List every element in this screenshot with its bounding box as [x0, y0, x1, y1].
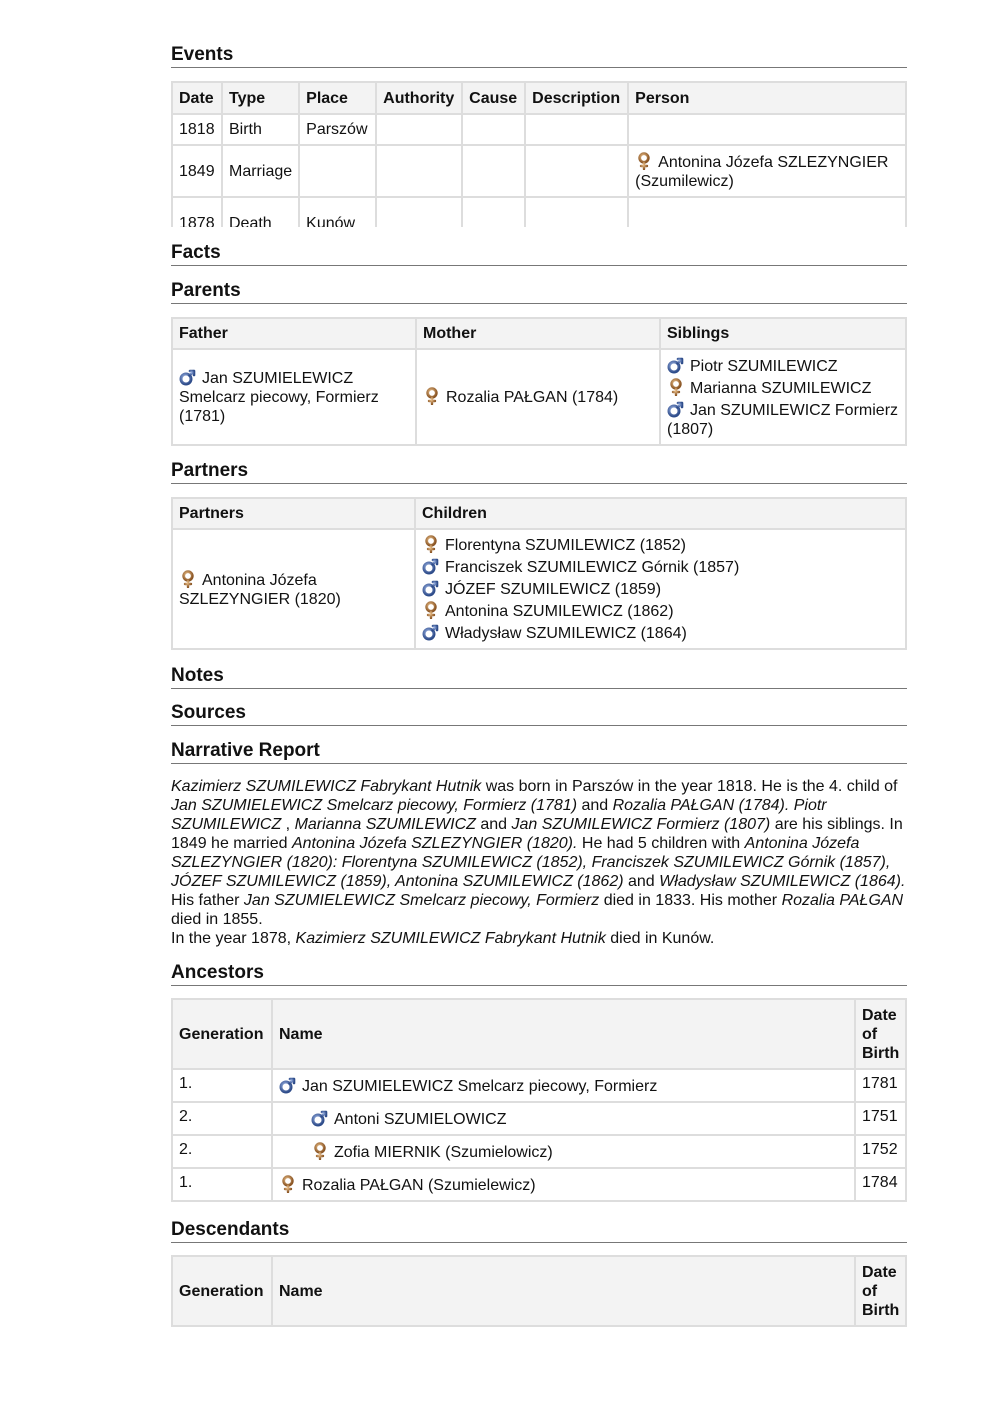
male-icon	[311, 1109, 329, 1127]
col-date: Date	[172, 82, 222, 114]
child-link[interactable]: Franciszek SZUMILEWICZ Górnik (1857)	[445, 559, 740, 576]
subject-name: Kazimierz SZUMILEWICZ Fabrykant Hutnik	[171, 778, 482, 795]
event-date: 1849	[172, 145, 222, 197]
event-type: Birth	[222, 114, 299, 145]
birth-cell: 1751	[855, 1102, 906, 1135]
narrative-name: Kazimierz SZUMILEWICZ Fabrykant Hutnik	[295, 930, 606, 947]
birth-cell: 1752	[855, 1135, 906, 1168]
sources-heading: Sources	[171, 702, 907, 726]
col-type: Type	[222, 82, 299, 114]
male-icon	[422, 579, 440, 597]
siblings-cell	[660, 349, 906, 445]
partner-link[interactable]: Antonina Józefa SZLEZYNGIER (1820)	[179, 571, 341, 608]
event-authority	[376, 114, 462, 145]
name-cell	[272, 1102, 855, 1135]
mother-link[interactable]: Rozalia PAŁGAN (1784)	[446, 389, 619, 406]
narrative-span: His father	[171, 892, 244, 909]
narrative-name: Antonina Józefa SZLEZYNGIER (1820).	[291, 835, 578, 852]
narrative-span: and	[577, 797, 613, 814]
event-authority	[376, 145, 462, 197]
narrative-span: and	[475, 816, 512, 833]
child-link[interactable]: Antonina SZUMILEWICZ (1862)	[445, 603, 674, 620]
father-link[interactable]: Jan SZUMIELEWICZ Smelcarz piecowy, Formierz (1781)	[179, 370, 379, 425]
table-row	[172, 1102, 906, 1135]
female-icon	[635, 152, 653, 170]
partners-heading: Partners	[171, 460, 907, 484]
event-date: 1818	[172, 114, 222, 145]
parents-heading: Parents	[171, 280, 907, 304]
event-description	[525, 197, 628, 227]
notes-heading: Notes	[171, 665, 907, 689]
birth-header-text: Date of Birth	[862, 1263, 900, 1319]
event-type: Death	[222, 197, 299, 227]
birth-header-text: Date of Birth	[862, 1006, 900, 1062]
col-birth	[855, 1256, 906, 1326]
child-link[interactable]: Florentyna SZUMILEWICZ (1852)	[445, 537, 686, 554]
event-date: 1878	[172, 197, 222, 227]
narrative-name: Rozalia PAŁGAN	[781, 892, 904, 909]
facts-heading: Facts	[171, 242, 907, 266]
col-siblings: Siblings	[660, 318, 906, 349]
event-cause	[462, 114, 525, 145]
female-icon	[279, 1175, 297, 1193]
mother-cell	[416, 349, 660, 445]
col-name: Name	[272, 1256, 855, 1326]
female-icon	[422, 535, 440, 553]
generation-cell: 2.	[172, 1135, 272, 1168]
event-place: Kunów	[299, 197, 376, 227]
ancestor-link[interactable]: Zofia MIERNIK (Szumielowicz)	[334, 1143, 553, 1161]
parents-table	[171, 317, 907, 446]
ancestor-link[interactable]: Antoni SZUMIELOWICZ	[334, 1110, 507, 1128]
event-place	[299, 145, 376, 197]
event-person-cell	[628, 145, 906, 197]
col-generation: Generation	[172, 999, 272, 1069]
sibling-link[interactable]: Marianna SZUMILEWICZ	[690, 379, 872, 397]
narrative-text	[171, 777, 907, 948]
male-icon	[279, 1076, 297, 1094]
events-heading: Events	[171, 44, 907, 68]
male-icon	[179, 368, 197, 386]
col-place: Place	[299, 82, 376, 114]
narrative-span: was born in Parszów in the year 1818. He is the 4. child of	[481, 778, 898, 795]
event-description	[525, 114, 628, 145]
narrative-span: are his siblings. In 1849 he married	[171, 816, 903, 852]
ancestors-heading: Ancestors	[171, 962, 907, 986]
child-link[interactable]: JÓZEF SZUMILEWICZ (1859)	[445, 581, 662, 598]
narrative-name: Jan SZUMILEWICZ Formierz (1807)	[511, 816, 771, 833]
descendants-heading: Descendants	[171, 1219, 907, 1243]
generation-cell: 1.	[172, 1069, 272, 1102]
male-icon	[422, 623, 440, 641]
children-cell	[415, 529, 906, 649]
table-row	[172, 197, 906, 227]
sibling-link[interactable]: Piotr SZUMILEWICZ	[690, 357, 838, 375]
generation-cell: 1.	[172, 1168, 272, 1201]
descendants-table	[171, 1255, 907, 1327]
ancestors-table	[171, 998, 907, 1202]
father-cell	[172, 349, 416, 445]
event-authority	[376, 197, 462, 227]
table-row	[172, 1135, 906, 1168]
narrative-name: Antonina Józefa SZLEZYNGIER (1820): Florentyna SZUMILEWICZ (1852), Franciszek SZUMILEWICZ Górnik (1857), JÓZEF SZUMILEWICZ (1859), Antonina SZUMILEWICZ (1862)	[171, 835, 891, 890]
narrative-span: and	[623, 873, 660, 890]
col-mother: Mother	[416, 318, 660, 349]
table-row	[172, 145, 906, 197]
table-row	[172, 349, 906, 445]
narrative-heading: Narrative Report	[171, 740, 907, 764]
person-link[interactable]: Antonina Józefa SZLEZYNGIER (Szumilewicz)	[635, 153, 889, 190]
event-description	[525, 145, 628, 197]
narrative-span: died in Kunów.	[605, 930, 715, 947]
name-cell	[272, 1135, 855, 1168]
event-place: Parszów	[299, 114, 376, 145]
narrative-span: died in 1833. His mother	[599, 892, 782, 909]
female-icon	[179, 570, 197, 588]
narrative-name: Marianna SZUMILEWICZ	[294, 816, 476, 833]
partner-cell	[172, 529, 415, 649]
male-icon	[667, 400, 685, 418]
col-cause: Cause	[462, 82, 525, 114]
table-row	[172, 1069, 906, 1102]
col-father: Father	[172, 318, 416, 349]
female-icon	[667, 378, 685, 396]
generation-cell: 2.	[172, 1102, 272, 1135]
name-cell	[272, 1069, 855, 1102]
name-cell	[272, 1168, 855, 1201]
narrative-span: died in 1855.	[171, 911, 263, 928]
narrative-name: Rozalia PAŁGAN (1784). Piotr SZUMILEWICZ	[171, 797, 827, 833]
narrative-span: He had 5 children with	[577, 835, 745, 852]
female-icon	[422, 601, 440, 619]
events-table-wrap	[171, 81, 907, 227]
col-authority: Authority	[376, 82, 462, 114]
col-person: Person	[628, 82, 906, 114]
event-person	[628, 197, 906, 227]
event-cause	[462, 197, 525, 227]
col-birth	[855, 999, 906, 1069]
col-partners: Partners	[172, 498, 415, 529]
child-link[interactable]: Władysław SZUMILEWICZ (1864)	[445, 625, 687, 642]
narrative-name: Jan SZUMIELEWICZ Smelcarz piecowy, Formierz (1781)	[171, 797, 578, 814]
male-icon	[667, 356, 685, 374]
female-icon	[423, 387, 441, 405]
col-description: Description	[525, 82, 628, 114]
narrative-span: ,	[281, 816, 295, 833]
table-row	[172, 529, 906, 649]
partners-table	[171, 497, 907, 650]
narrative-name: Jan SZUMIELEWICZ Smelcarz piecowy, Formierz	[243, 892, 600, 909]
col-generation: Generation	[172, 1256, 272, 1326]
narrative-span: In the year 1878,	[171, 930, 296, 947]
sibling-link[interactable]: Jan SZUMILEWICZ Formierz (1807)	[667, 401, 899, 438]
event-type: Marriage	[222, 145, 299, 197]
birth-cell: 1784	[855, 1168, 906, 1201]
event-cause	[462, 145, 525, 197]
female-icon	[311, 1142, 329, 1160]
narrative-name: Władysław SZUMILEWICZ (1864).	[659, 873, 906, 890]
table-row	[172, 114, 906, 145]
events-table	[171, 81, 907, 227]
event-person	[628, 114, 906, 145]
male-icon	[422, 557, 440, 575]
col-children: Children	[415, 498, 906, 529]
birth-cell: 1781	[855, 1069, 906, 1102]
col-name: Name	[272, 999, 855, 1069]
ancestor-link[interactable]: Rozalia PAŁGAN (Szumielewicz)	[302, 1176, 536, 1194]
table-row	[172, 1168, 906, 1201]
ancestor-link[interactable]: Jan SZUMIELEWICZ Smelcarz piecowy, Formierz	[302, 1077, 658, 1095]
